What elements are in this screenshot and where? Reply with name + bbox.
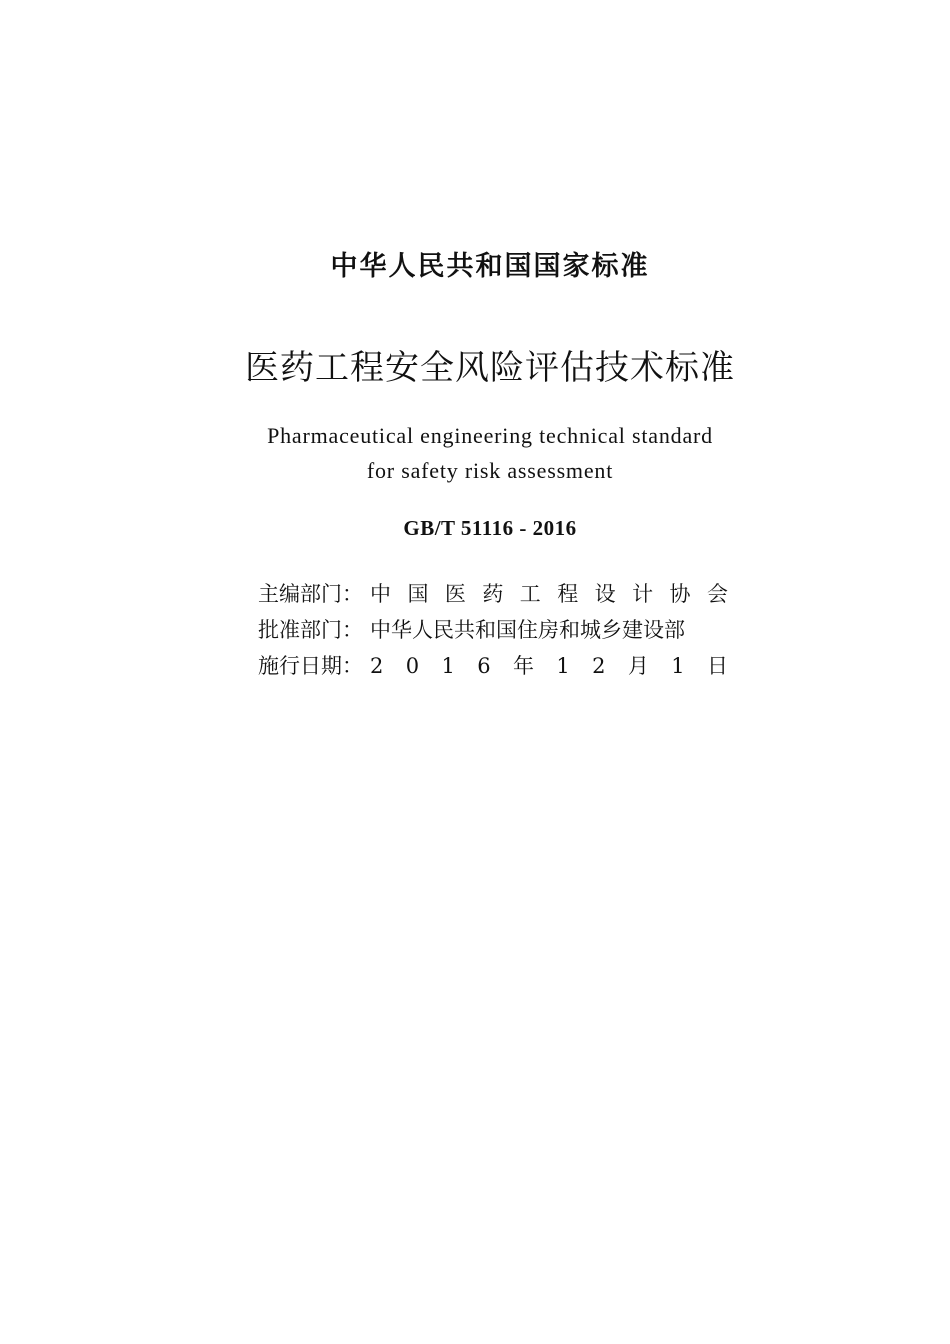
publication-info (258, 576, 728, 684)
effective-date-value (370, 648, 728, 684)
standard-code: GB/T 51116 - 2016 (403, 516, 577, 540)
effective-date-char: 1 (556, 654, 570, 678)
standard-title-english (0, 418, 950, 488)
editor-char: 工 (519, 582, 541, 606)
editor-char: 协 (669, 582, 691, 606)
editor-value (370, 576, 728, 612)
editor-char: 设 (594, 582, 616, 606)
standard-title-chinese: 医药工程安全风险评估技术标准 (245, 348, 735, 388)
approver-row (258, 612, 728, 648)
effective-date-row (258, 648, 728, 684)
effective-date-char: 1 (671, 654, 685, 678)
editor-char: 程 (557, 582, 579, 606)
standard-title-english-line-2: for safety risk assessment (366, 458, 614, 483)
effective-date-char: 6 (477, 654, 491, 678)
editor-char: 国 (407, 582, 429, 606)
standard-title-english-line-1: Pharmaceutical engineering technical standard (267, 423, 713, 448)
effective-date-char: 2 (370, 654, 384, 678)
editor-label: 主编部门： (258, 582, 363, 606)
effective-date-char: 0 (405, 654, 420, 678)
effective-date-char: 月 (627, 654, 649, 678)
national-standard-heading: 中华人民共和国国家标准 (330, 251, 650, 282)
editor-row (258, 576, 728, 612)
effective-date-char: 年 (513, 654, 534, 678)
editor-char: 计 (632, 582, 654, 606)
approver-value: 中华人民共和国住房和城乡建设部 (370, 618, 685, 642)
editor-char: 中 (370, 582, 391, 606)
editor-char: 医 (444, 582, 466, 606)
effective-date-char: 1 (441, 654, 455, 678)
editor-char: 药 (482, 582, 504, 606)
effective-date-label: 施行日期： (258, 654, 363, 678)
effective-date-char: 日 (707, 654, 728, 678)
approver-label: 批准部门： (258, 618, 363, 642)
editor-char: 会 (706, 582, 728, 606)
effective-date-char: 2 (592, 654, 606, 678)
